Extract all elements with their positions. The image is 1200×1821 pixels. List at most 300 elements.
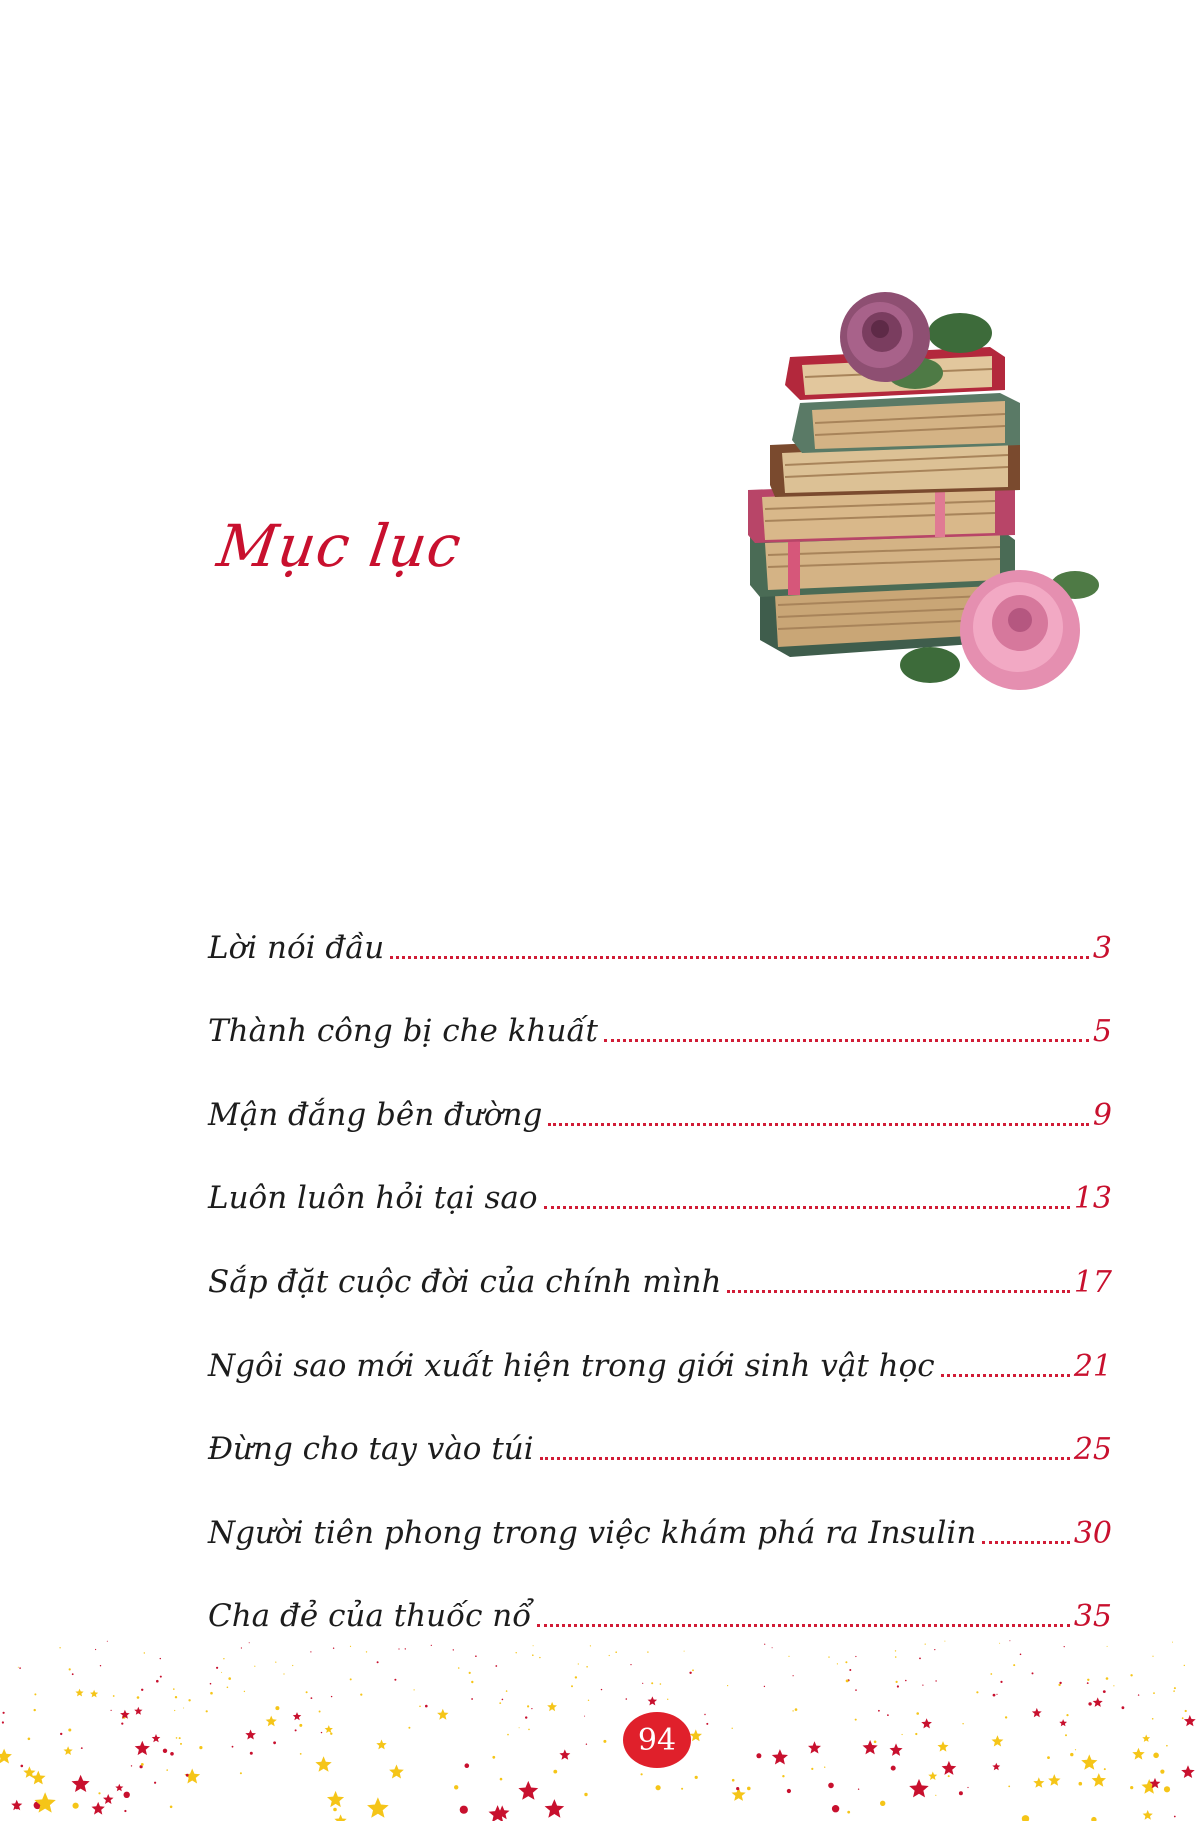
star-icon xyxy=(245,1730,256,1740)
confetti-dot xyxy=(967,1787,968,1788)
confetti-dot xyxy=(787,1789,791,1793)
confetti-dot xyxy=(944,1641,945,1642)
confetti-dot xyxy=(681,1788,683,1790)
confetti-dot xyxy=(223,1658,224,1659)
confetti-dot xyxy=(506,1690,508,1692)
confetti-dot xyxy=(684,1651,685,1652)
star-icon xyxy=(315,1756,331,1772)
confetti-dot xyxy=(210,1683,212,1685)
toc-entry-title: Người tiên phong trong việc khám phá ra Insulin xyxy=(208,1514,977,1551)
confetti-dot xyxy=(1013,1664,1015,1666)
confetti-dot xyxy=(959,1791,963,1795)
confetti-dot xyxy=(170,1752,174,1756)
confetti-dot xyxy=(137,1696,140,1699)
dot-leader xyxy=(941,1374,1070,1377)
confetti-dot xyxy=(727,1685,728,1686)
confetti-dot xyxy=(1160,1770,1164,1774)
confetti-dot xyxy=(465,1763,470,1768)
confetti-dot xyxy=(1106,1677,1109,1680)
confetti-dot xyxy=(1153,1753,1159,1759)
star-icon xyxy=(921,1718,932,1728)
confetti-dot xyxy=(692,1669,694,1671)
confetti-dot xyxy=(603,1740,606,1743)
star-icon xyxy=(1181,1765,1195,1778)
confetti-dot xyxy=(273,1741,276,1744)
confetti-dot xyxy=(499,1702,501,1704)
confetti-dot xyxy=(408,1727,410,1729)
confetti-dot xyxy=(590,1645,591,1646)
star-icon xyxy=(1142,1735,1150,1742)
star-icon xyxy=(437,1709,448,1720)
confetti-dot xyxy=(275,1662,276,1663)
confetti-dot xyxy=(107,1641,108,1642)
table-of-contents xyxy=(208,900,1112,1652)
confetti-dot xyxy=(72,1673,74,1675)
confetti-dot xyxy=(793,1675,794,1676)
confetti-dot xyxy=(350,1678,352,1680)
confetti-dot xyxy=(311,1697,313,1699)
toc-entry[interactable] xyxy=(208,1318,1112,1402)
confetti-dot xyxy=(902,1734,903,1735)
confetti-dot xyxy=(183,1708,184,1709)
toc-entry[interactable] xyxy=(208,1402,1112,1486)
confetti-dot xyxy=(1185,1710,1187,1712)
star-icon xyxy=(64,1746,73,1755)
star-icon xyxy=(559,1749,570,1759)
confetti-dot xyxy=(656,1785,661,1790)
confetti-dot xyxy=(113,1695,115,1697)
confetti-dot xyxy=(533,1645,534,1646)
toc-entry-page: 35 xyxy=(1073,1599,1112,1635)
confetti-dot xyxy=(601,1689,602,1690)
confetti-dot xyxy=(1070,1753,1073,1756)
confetti-dot xyxy=(2,1721,4,1723)
confetti-dot xyxy=(124,1792,130,1798)
confetti-dot xyxy=(414,1689,415,1690)
dot-leader xyxy=(390,956,1089,959)
toc-entry[interactable] xyxy=(208,1485,1112,1569)
confetti-dot xyxy=(310,1651,311,1652)
confetti-dot xyxy=(100,1665,101,1666)
confetti-dot xyxy=(528,1729,530,1731)
confetti-dot xyxy=(704,1714,705,1715)
confetti-dot xyxy=(163,1749,167,1753)
confetti-dot xyxy=(394,1679,396,1681)
toc-entry-page: 5 xyxy=(1092,1014,1112,1050)
confetti-dot xyxy=(651,1682,653,1684)
star-icon xyxy=(942,1761,957,1775)
confetti-dot xyxy=(333,1648,334,1649)
confetti-dot xyxy=(891,1766,896,1771)
confetti-dot xyxy=(221,1672,222,1673)
confetti-dot xyxy=(299,1724,302,1727)
confetti-dot xyxy=(500,1778,503,1781)
confetti-dot xyxy=(405,1648,406,1649)
confetti-dot xyxy=(527,1705,529,1707)
star-icon xyxy=(134,1707,142,1715)
star-icon xyxy=(367,1797,389,1818)
confetti-dot xyxy=(747,1787,751,1791)
confetti-dot xyxy=(275,1706,279,1710)
confetti-dot xyxy=(176,1737,178,1739)
confetti-dot xyxy=(331,1696,332,1697)
toc-entry[interactable] xyxy=(208,984,1112,1068)
confetti-dot xyxy=(895,1656,897,1658)
confetti-dot xyxy=(186,1774,189,1777)
star-icon xyxy=(1093,1697,1103,1707)
star-icon xyxy=(1032,1708,1042,1717)
confetti-dot xyxy=(241,1647,242,1648)
confetti-dot xyxy=(475,1655,477,1657)
confetti-dot xyxy=(948,1775,950,1777)
confetti-dot xyxy=(571,1685,573,1687)
confetti-dot xyxy=(935,1680,936,1681)
toc-entry-page: 3 xyxy=(1092,930,1112,966)
toc-entry-page: 17 xyxy=(1073,1264,1112,1300)
confetti-dot xyxy=(502,1699,504,1701)
star-icon xyxy=(0,1749,12,1764)
star-icon xyxy=(772,1749,788,1764)
toc-entry-title: Mận đắng bên đường xyxy=(208,1096,543,1133)
confetti-dot xyxy=(962,1723,963,1724)
confetti-dot xyxy=(519,1727,520,1728)
dot-leader xyxy=(540,1457,1070,1460)
confetti-dot xyxy=(160,1658,161,1659)
confetti-dot xyxy=(28,1738,31,1741)
confetti-dot xyxy=(858,1789,859,1790)
confetti-dot xyxy=(292,1665,293,1666)
confetti-dot xyxy=(1184,1665,1185,1666)
toc-entry-title: Luôn luôn hỏi tại sao xyxy=(208,1180,538,1217)
confetti-dot xyxy=(887,1714,889,1716)
confetti-dot xyxy=(1107,1646,1108,1647)
star-icon xyxy=(92,1802,105,1815)
confetti-dot xyxy=(916,1712,919,1715)
confetti-dot xyxy=(1022,1815,1029,1821)
confetti-dot xyxy=(179,1737,181,1739)
toc-entry[interactable] xyxy=(208,1067,1112,1151)
confetti-dot xyxy=(360,1694,362,1696)
confetti-dot xyxy=(330,1733,332,1735)
confetti-dot xyxy=(855,1656,856,1657)
confetti-dot xyxy=(244,1691,245,1692)
confetti-dot xyxy=(460,1806,468,1814)
confetti-dot xyxy=(492,1756,495,1759)
confetti-dot xyxy=(575,1676,577,1678)
confetti-dot xyxy=(141,1763,144,1766)
confetti-dot xyxy=(1174,1816,1176,1818)
confetti-dot xyxy=(525,1716,527,1718)
confetti-dot xyxy=(95,1649,96,1650)
confetti-dot xyxy=(895,1650,896,1651)
confetti-dot xyxy=(419,1706,421,1708)
confetti-dot xyxy=(60,1733,62,1735)
confetti-dot xyxy=(1005,1716,1007,1718)
star-icon xyxy=(992,1735,1004,1746)
confetti-dot xyxy=(495,1665,497,1667)
confetti-dot xyxy=(1172,1642,1173,1643)
confetti-dot xyxy=(1103,1690,1106,1693)
confetti-dot xyxy=(1091,1817,1096,1821)
confetti-dot xyxy=(516,1652,517,1653)
confetti-dot xyxy=(553,1770,557,1774)
confetti-dot xyxy=(1059,1682,1061,1684)
confetti-dot xyxy=(216,1667,218,1669)
confetti-dot xyxy=(1166,1745,1168,1747)
confetti-dot xyxy=(300,1753,302,1755)
star-icon xyxy=(545,1799,565,1818)
confetti-dot xyxy=(828,1656,829,1657)
confetti-dot xyxy=(1087,1682,1089,1684)
confetti-dot xyxy=(1122,1706,1125,1709)
confetti-dot xyxy=(1164,1786,1170,1792)
toc-entry[interactable] xyxy=(208,1234,1112,1318)
confetti-dot xyxy=(586,1666,588,1668)
confetti-dot xyxy=(188,1699,190,1701)
confetti-dot xyxy=(210,1692,213,1695)
star-icon xyxy=(1059,1719,1067,1726)
confetti-dot xyxy=(1032,1672,1034,1674)
confetti-dot xyxy=(1020,1654,1022,1656)
toc-entry-page: 9 xyxy=(1092,1097,1112,1133)
confetti-dot xyxy=(170,1806,173,1809)
confetti-dot xyxy=(915,1733,917,1735)
confetti-dot xyxy=(824,1767,825,1768)
star-icon xyxy=(115,1784,123,1792)
confetti-dot xyxy=(855,1719,857,1721)
confetti-dot xyxy=(249,1642,250,1643)
confetti-dot xyxy=(1087,1679,1089,1681)
confetti-dot xyxy=(1152,1718,1154,1720)
confetti-dot xyxy=(795,1708,798,1711)
confetti-dot xyxy=(934,1649,935,1650)
confetti-dot xyxy=(124,1810,126,1812)
confetti-dot xyxy=(319,1711,321,1713)
confetti-dot xyxy=(59,1647,60,1648)
confetti-dot xyxy=(782,1775,784,1777)
confetti-dot xyxy=(507,1734,509,1736)
star-icon xyxy=(90,1690,98,1698)
confetti-dot xyxy=(350,1646,351,1647)
confetti-dot xyxy=(531,1708,532,1709)
book-fifth xyxy=(792,393,1020,453)
confetti-dot xyxy=(792,1710,793,1711)
confetti-dot xyxy=(321,1732,322,1733)
dot-leader xyxy=(727,1290,1069,1293)
confetti-dot xyxy=(846,1680,849,1683)
confetti-dot xyxy=(1088,1702,1091,1705)
star-icon xyxy=(808,1741,821,1753)
star-icon xyxy=(325,1725,333,1733)
confetti-dot xyxy=(1138,1694,1139,1695)
star-icon xyxy=(890,1743,903,1756)
star-icon xyxy=(135,1741,150,1755)
confetti-dot xyxy=(615,1651,617,1653)
confetti-dot xyxy=(811,1768,813,1770)
confetti-dot xyxy=(880,1801,885,1806)
confetti-dot xyxy=(578,1663,579,1664)
confetti-dot xyxy=(283,1673,284,1674)
confetti-dot xyxy=(609,1655,610,1656)
confetti-dot xyxy=(588,1700,589,1701)
confetti-dot xyxy=(131,1765,132,1766)
confetti-dot xyxy=(18,1667,19,1668)
confetti-dot xyxy=(173,1688,175,1690)
confetti-dot xyxy=(1182,1717,1184,1719)
star-icon xyxy=(992,1763,1000,1771)
star-icon xyxy=(1033,1777,1044,1788)
toc-entry-page: 13 xyxy=(1073,1181,1112,1217)
confetti-dot xyxy=(156,1680,159,1683)
confetti-dot xyxy=(584,1716,585,1717)
confetti-dot xyxy=(199,1746,202,1749)
confetti-dot xyxy=(897,1685,899,1687)
toc-entry[interactable] xyxy=(208,900,1112,984)
confetti-dot xyxy=(896,1681,898,1683)
confetti-dot xyxy=(732,1728,733,1729)
star-confetti-border xyxy=(0,1640,1200,1821)
confetti-dot xyxy=(756,1753,761,1758)
confetti-dot xyxy=(1064,1646,1065,1647)
confetti-dot xyxy=(227,1687,229,1689)
confetti-dot xyxy=(458,1667,460,1669)
star-icon xyxy=(648,1696,658,1705)
star-icon xyxy=(1132,1748,1144,1760)
confetti-dot xyxy=(1000,1681,1002,1683)
confetti-dot xyxy=(832,1805,839,1812)
confetti-dot xyxy=(250,1752,253,1755)
confetti-dot xyxy=(166,1769,168,1771)
confetti-dot xyxy=(431,1645,432,1646)
confetti-dot xyxy=(828,1783,834,1789)
confetti-dot xyxy=(532,1654,534,1656)
confetti-dot xyxy=(660,1683,662,1685)
confetti-dot xyxy=(647,1651,648,1652)
star-icon xyxy=(690,1729,702,1741)
confetti-dot xyxy=(3,1712,5,1714)
confetti-dot xyxy=(837,1663,838,1664)
confetti-dot xyxy=(642,1683,643,1684)
toc-entry-page: 21 xyxy=(1073,1348,1112,1384)
star-icon xyxy=(518,1781,538,1800)
star-icon xyxy=(1184,1715,1196,1726)
star-icon xyxy=(327,1791,344,1807)
toc-entry-title: Lời nói đầu xyxy=(208,929,385,966)
confetti-dot xyxy=(764,1686,765,1687)
confetti-dot xyxy=(144,1652,145,1653)
confetti-dot xyxy=(1130,1786,1133,1789)
confetti-dot xyxy=(398,1648,399,1649)
confetti-dot xyxy=(34,1693,36,1695)
confetti-dot xyxy=(626,1698,628,1700)
confetti-dot xyxy=(1047,1756,1050,1759)
confetti-dot xyxy=(111,1710,112,1711)
confetti-dot xyxy=(1153,1692,1155,1694)
confetti-dot xyxy=(1075,1749,1076,1750)
confetti-dot xyxy=(81,1747,83,1749)
dot-leader xyxy=(544,1206,1070,1209)
confetti-dot xyxy=(1174,1687,1176,1689)
confetti-dot xyxy=(366,1651,367,1652)
confetti-dot xyxy=(425,1705,428,1708)
confetti-dot xyxy=(1173,1690,1175,1692)
confetti-dot xyxy=(240,1772,242,1774)
confetti-dot xyxy=(922,1685,923,1686)
star-icon xyxy=(72,1775,90,1792)
dot-leader xyxy=(548,1123,1089,1126)
confetti-dot xyxy=(154,1782,156,1784)
confetti-dot xyxy=(121,1723,123,1725)
page-number-badge: 94 xyxy=(623,1712,691,1768)
confetti-dot xyxy=(160,1676,162,1678)
confetti-dot xyxy=(471,1698,473,1700)
dot-leader xyxy=(604,1039,1089,1042)
toc-entry-title: Đừng cho tay vào túi xyxy=(208,1431,534,1468)
confetti-dot xyxy=(68,1729,71,1732)
confetti-dot xyxy=(695,1776,698,1779)
confetti-dot xyxy=(1009,1640,1010,1641)
confetti-dot xyxy=(919,1658,921,1660)
toc-entry[interactable] xyxy=(208,1151,1112,1235)
toc-entry-title: Thành công bị che khuất xyxy=(208,1013,598,1050)
confetti-dot xyxy=(206,1710,208,1712)
confetti-dot xyxy=(990,1673,992,1675)
confetti-dot xyxy=(586,1744,587,1745)
confetti-dot xyxy=(641,1773,643,1775)
star-icon xyxy=(1048,1774,1060,1786)
toc-entry-title: Sắp đặt cuộc đời của chính mình xyxy=(208,1263,722,1300)
confetti-dot xyxy=(228,1677,231,1680)
confetti-dot xyxy=(453,1649,454,1650)
confetti-dot xyxy=(847,1811,850,1814)
confetti-dot xyxy=(855,1689,857,1691)
confetti-dot xyxy=(849,1669,851,1671)
confetti-dot xyxy=(630,1664,631,1665)
confetti-dot xyxy=(976,1691,978,1693)
confetti-dot xyxy=(454,1785,458,1789)
star-icon xyxy=(75,1689,83,1697)
star-icon xyxy=(938,1741,949,1752)
star-icon xyxy=(928,1772,937,1781)
dot-leader xyxy=(537,1624,1070,1627)
confetti-dot xyxy=(254,1666,255,1667)
confetti-dot xyxy=(1104,1768,1106,1770)
star-icon xyxy=(266,1716,277,1727)
books-roses-illustration xyxy=(730,285,1110,705)
star-icon xyxy=(334,1814,346,1821)
confetti-dot xyxy=(874,1741,877,1744)
confetti-dot xyxy=(174,1710,175,1711)
confetti-dot xyxy=(1008,1786,1010,1788)
confetti-dot xyxy=(539,1657,540,1658)
confetti-dot xyxy=(1152,1656,1153,1657)
confetti-dot xyxy=(69,1668,71,1670)
confetti-dot xyxy=(1079,1782,1083,1786)
confetti-dot xyxy=(21,1765,24,1768)
confetti-dot xyxy=(772,1647,773,1648)
star-icon xyxy=(376,1740,386,1750)
star-icon xyxy=(293,1712,302,1720)
confetti-dot xyxy=(764,1644,765,1645)
confetti-dot xyxy=(469,1672,471,1674)
confetti-dot xyxy=(878,1710,880,1712)
confetti-dot xyxy=(141,1689,143,1691)
confetti-dot xyxy=(306,1691,308,1693)
confetti-dot xyxy=(1113,1685,1114,1686)
confetti-dot xyxy=(1130,1674,1132,1676)
dot-leader xyxy=(982,1541,1070,1544)
confetti-dot xyxy=(180,1743,182,1745)
